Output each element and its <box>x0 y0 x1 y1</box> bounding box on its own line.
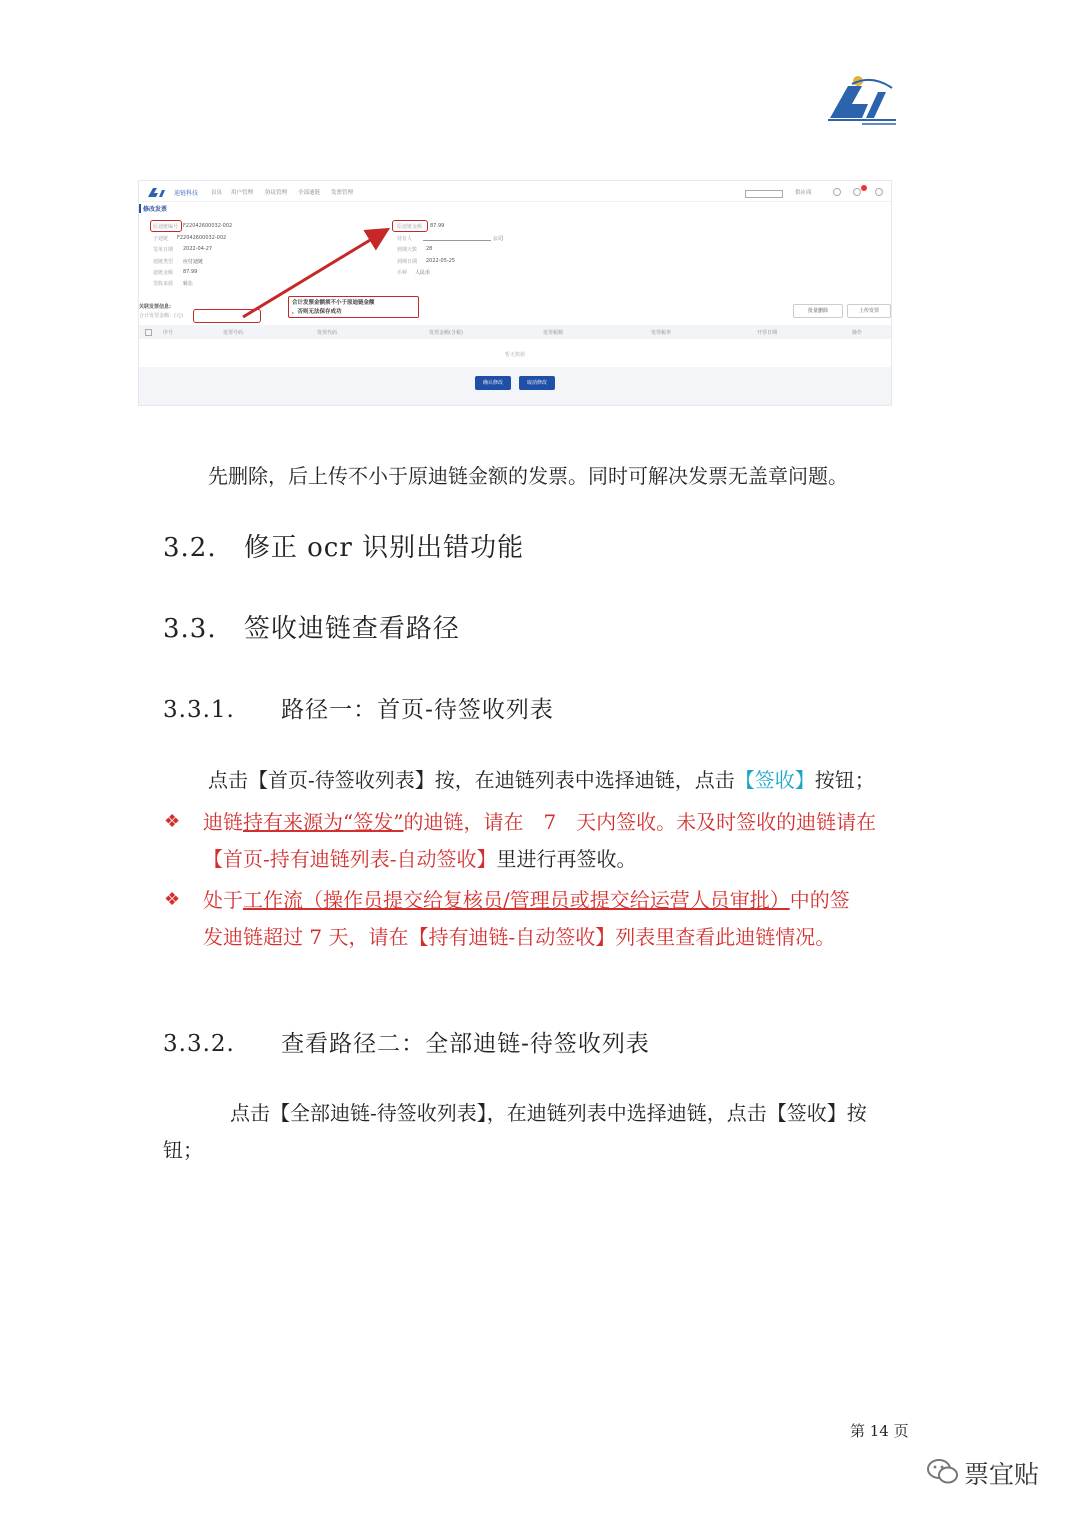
heading-3-3-2 <box>163 1025 650 1058</box>
bullet-1-line-2 <box>203 845 637 873</box>
table-header-cell: 发票金额(含税) <box>429 330 463 336</box>
text-run: 点击【首页-待签收列表】按，在迪链列表中选择迪链，点击 <box>208 768 735 792</box>
field-value: 2022-05-25 <box>426 258 456 264</box>
cancel-edit-button[interactable]: 取消修改 <box>519 376 555 390</box>
heading-3-3-1 <box>163 691 554 724</box>
empty-table-message: 暂无数据 <box>504 352 525 358</box>
select-all-checkbox[interactable] <box>145 329 152 336</box>
page-title: 修改发票 <box>139 204 167 213</box>
text-run: 【首页-持有迪链列表-自动签收】 <box>203 847 497 871</box>
table-header-cell: 发票税率 <box>651 330 672 336</box>
heading-title: 签收迪链查看路径 <box>243 614 460 644</box>
menu-item-users[interactable]: 用户管理 <box>231 190 254 196</box>
company-logo <box>822 72 902 126</box>
heading-title: 查看路径二：全部迪链-待签收列表 <box>281 1031 650 1057</box>
field-value: 2022-04-27 <box>183 246 213 252</box>
heading-title: 路径一：首页-待签收列表 <box>281 697 554 723</box>
heading-number: 3.3. <box>163 614 217 644</box>
underlined-text: 持有来源为“签发” <box>243 810 404 834</box>
text-run: 中的签 <box>789 888 850 912</box>
field-value: 应付迪链 <box>183 259 204 265</box>
invoice-total-label: 合计发票金额：(元) <box>139 313 183 319</box>
bullet-icon: ❖ <box>164 889 181 910</box>
paragraph-path-one <box>208 766 875 794</box>
field-value: F22042600032-002 <box>177 235 227 241</box>
table-header-cell: 发票税额 <box>543 330 564 336</box>
heading-number: 3.2. <box>163 533 217 563</box>
field-value: 人民币 <box>415 270 431 276</box>
field-label: 签收来源 <box>153 281 174 287</box>
heading-title: 修正 ocr 识别出错功能 <box>243 533 525 563</box>
text-run: 的迪链，请在 7 天内签收。未及时签收的迪链请在 <box>403 810 877 834</box>
confirm-edit-button[interactable]: 确认修改 <box>475 376 511 390</box>
paragraph-path-two-line-2: 钮； <box>163 1138 203 1162</box>
field-value: 87.99 <box>430 223 445 229</box>
table-header-cell: 发票号码 <box>223 330 244 336</box>
invoice-table-header <box>139 325 891 339</box>
heading-number: 3.3.2. <box>163 1031 235 1057</box>
paragraph-path-two-line-1: 点击【全部迪链-待签收列表】，在迪链列表中选择迪链，点击【签收】按 <box>230 1101 867 1125</box>
heading-number: 3.3.1. <box>163 697 235 723</box>
heading-3-3 <box>163 608 460 645</box>
callout-line-2: ，否则无法保存成功 <box>292 309 342 315</box>
text-run: 按钮； <box>814 768 875 792</box>
bullet-2-line-1 <box>203 886 850 914</box>
field-label: 迪链金额 <box>153 270 174 276</box>
callout-line-1: 合计发票金额须不小于原迪链金额 <box>292 300 375 306</box>
batch-delete-button[interactable]: 批量删除 <box>793 304 843 318</box>
user-menu[interactable]: 供应商 <box>795 190 812 196</box>
watermark-text: 票宜贴 <box>964 1460 1040 1489</box>
field-label: 原迪链编号 <box>153 224 179 230</box>
field-label: 迪链类型 <box>153 259 174 265</box>
bullet-icon: ❖ <box>164 811 181 832</box>
field-label: 签单日期 <box>153 247 174 253</box>
page-number: 第 14 页 <box>850 1422 909 1440</box>
table-header-cell: 发票代码 <box>317 330 338 336</box>
menu-item-invoices[interactable]: 发票管理 <box>331 190 354 196</box>
paragraph-delete-then-upload: 先删除，后上传不小于原迪链金额的发票。同时可解决发票无盖章问题。 <box>208 464 848 488</box>
text-run: 里进行再签收。 <box>496 847 637 871</box>
field-label: 持有人 <box>397 236 413 242</box>
table-header-cell: 序号 <box>163 330 174 336</box>
field-value: 87.99 <box>183 269 198 275</box>
field-label: 到期日期 <box>397 259 418 265</box>
table-header-cell: 开票日期 <box>757 330 778 336</box>
app-screenshot <box>138 180 892 406</box>
sign-button-reference: 【签收】 <box>734 768 815 792</box>
bullet-2-line-2: 发迪链超过 7 天，请在【持有迪链-自动签收】列表里查看此迪链情况。 <box>203 925 836 949</box>
underlined-text: 工作流（操作员提交给复核员/管理员或提交给运营人员审批） <box>243 888 790 912</box>
upload-invoice-button[interactable]: 上传发票 <box>847 304 891 318</box>
table-header-cell: 操作 <box>852 330 863 336</box>
heading-3-2 <box>163 527 524 564</box>
form-footer <box>139 367 891 405</box>
field-label: 到期天数 <box>397 247 418 253</box>
field-value: 28 <box>426 246 433 252</box>
field-label: 子迪链 <box>153 236 169 242</box>
field-value: F22042600032-002 <box>183 223 233 229</box>
bullet-1-line-1 <box>203 808 876 836</box>
menu-item-all-chains[interactable]: 全部迪链 <box>298 190 321 196</box>
text-run: 迪链 <box>203 810 243 834</box>
field-label: 原迪链金额 <box>397 224 423 230</box>
brand-name: 迪链科技 <box>174 190 199 197</box>
field-value: 公司 <box>493 236 504 242</box>
wechat-icon <box>926 1458 960 1486</box>
field-label: 币种 <box>397 270 408 276</box>
menu-item-home[interactable]: 首页 <box>211 190 223 196</box>
invoice-section-title: 关联发票信息: <box>139 304 172 310</box>
text-run: 处于 <box>203 888 243 912</box>
field-value: 转让 <box>183 281 194 287</box>
amount-rule-callout <box>288 296 419 318</box>
menu-item-agreements[interactable]: 协议管理 <box>265 190 288 196</box>
